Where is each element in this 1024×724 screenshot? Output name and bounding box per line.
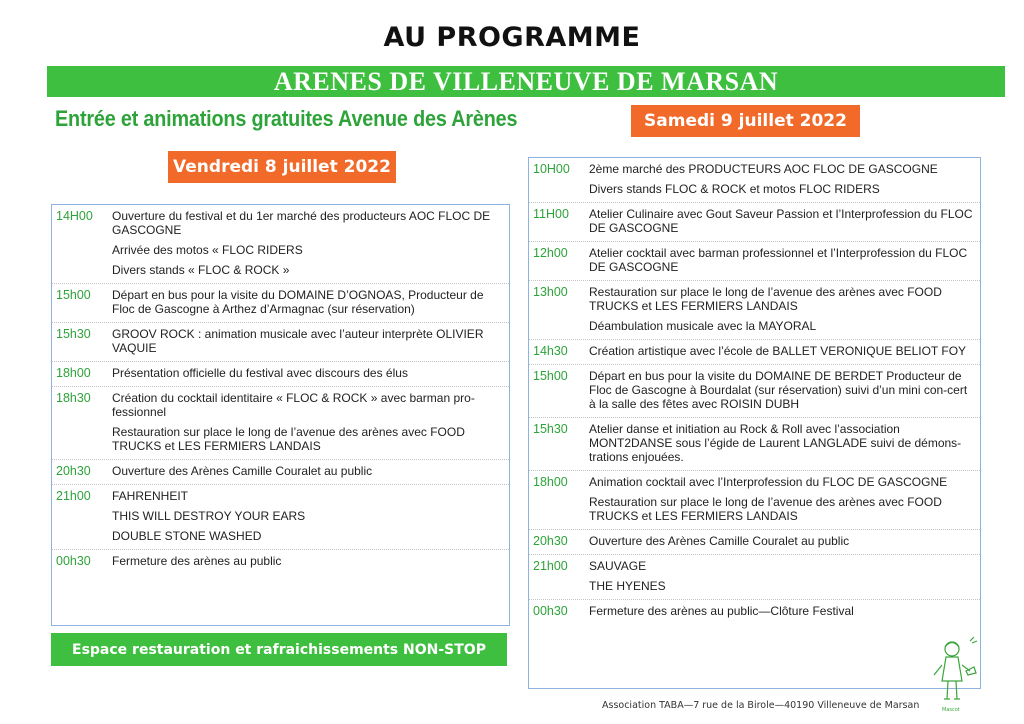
schedule-day1 xyxy=(51,204,510,626)
schedule-row xyxy=(52,550,509,574)
activity-item: Ouverture des Arènes Camille Couralet au public xyxy=(589,534,850,548)
time-label: 14h30 xyxy=(533,344,568,358)
activity-list xyxy=(589,368,980,411)
venue-banner: ARENES DE VILLENEUVE DE MARSAN xyxy=(47,66,1005,97)
time-label: 14H00 xyxy=(56,209,93,223)
time-label: 20h30 xyxy=(533,534,568,548)
time-label: 15h30 xyxy=(533,422,568,436)
schedule-row xyxy=(52,485,509,550)
activity-item: GROOV ROCK : animation musicale avec l’auteur interprète OLIVIER VAQUIE xyxy=(112,327,484,355)
activity-item: SAUVAGE xyxy=(589,559,647,573)
mascot-illustration-icon xyxy=(928,635,980,715)
time-label: 18h00 xyxy=(533,475,568,489)
day1-label: Vendredi 8 juillet 2022 xyxy=(168,151,396,183)
food-banner: Espace restauration et rafraichissements NON-STOP xyxy=(51,633,507,666)
schedule-row xyxy=(529,158,980,203)
schedule-row xyxy=(529,418,980,471)
activity-list xyxy=(112,287,509,316)
activity-item: FAHRENHEIT xyxy=(112,489,189,503)
activity-item: Départ en bus pour la visite du DOMAINE DE BERDET Producteur de Floc de Gascogne à Bourdalat (sur réservation) suivi d’un mini con-cert à la salle des fêtes avec ROISIN DUBH xyxy=(589,369,968,411)
activity-item: Atelier Culinaire avec Gout Saveur Passion et l’Interprofession du FLOC DE GASCOGNE xyxy=(589,207,973,235)
schedule-row xyxy=(52,323,509,362)
activity-list xyxy=(112,488,509,543)
activity-item: Ouverture des Arènes Camille Couralet au public xyxy=(112,464,373,478)
time-label: 21h00 xyxy=(56,489,91,503)
activity-list xyxy=(589,206,980,235)
activity-item: Présentation officielle du festival avec discours des élus xyxy=(112,366,408,380)
time-label: 15h00 xyxy=(533,369,568,383)
entry-note: Entrée et animations gratuites Avenue des Arènes xyxy=(55,106,518,131)
schedule-row xyxy=(529,471,980,530)
schedule-row xyxy=(529,242,980,281)
time-label: 18h00 xyxy=(56,366,91,380)
activity-list xyxy=(112,463,509,478)
activity-item: Atelier cocktail avec barman professionnel et l’Interprofession du FLOC DE GASCOGNE xyxy=(589,246,968,274)
time-label: 20h30 xyxy=(56,464,91,478)
time-label: 15h30 xyxy=(56,327,91,341)
activity-list xyxy=(112,553,509,568)
schedule-row xyxy=(52,460,509,485)
activity-item: Animation cocktail avec l’Interprofession du FLOC DE GASCOGNE xyxy=(589,475,948,489)
activity-item: Départ en bus pour la visite du DOMAINE D’OGNOAS, Producteur de Floc de Gascogne à Arthez d’Armagnac (sur réservation) xyxy=(112,288,484,316)
activity-list xyxy=(589,284,980,333)
activity-list xyxy=(589,421,980,464)
activity-item: Restauration sur place le long de l’avenue des arènes avec FOOD TRUCKS et LES FERMIERS LANDAIS xyxy=(112,425,465,453)
time-label: 00h30 xyxy=(56,554,91,568)
activity-item: 2ème marché des PRODUCTEURS AOC FLOC DE GASCOGNE xyxy=(589,162,938,176)
time-label: 12h00 xyxy=(533,246,568,260)
schedule-row xyxy=(52,387,509,460)
schedule-row xyxy=(529,281,980,340)
activity-list xyxy=(589,558,980,593)
activity-item: Fermeture des arènes au public—Clôture Festival xyxy=(589,604,854,618)
day2-label: Samedi 9 juillet 2022 xyxy=(631,105,860,137)
time-label: 21h00 xyxy=(533,559,568,573)
svg-text:Mascot: Mascot xyxy=(942,707,960,713)
activity-item: DOUBLE STONE WASHED xyxy=(112,529,262,543)
schedule-row xyxy=(52,362,509,387)
activity-item: Divers stands « FLOC & ROCK » xyxy=(112,263,290,277)
activity-list xyxy=(589,603,980,618)
activity-item: THE HYENES xyxy=(589,579,666,593)
schedule-row xyxy=(529,555,980,600)
activity-item: THIS WILL DESTROY YOUR EARS xyxy=(112,509,306,523)
activity-item: Restauration sur place le long de l’avenue des arènes avec FOOD TRUCKS et LES FERMIERS LANDAIS xyxy=(589,285,942,313)
activity-list xyxy=(112,365,509,380)
schedule-row xyxy=(52,284,509,323)
activity-item: Création artistique avec l’école de BALLET VERONIQUE BELIOT FOY xyxy=(589,344,967,358)
activity-list xyxy=(589,161,980,196)
activity-list xyxy=(589,343,980,358)
schedule-row xyxy=(529,365,980,418)
schedule-day2 xyxy=(528,157,981,689)
activity-list xyxy=(589,533,980,548)
page-title: AU PROGRAMME xyxy=(383,22,641,53)
time-label: 18h30 xyxy=(56,391,91,405)
activity-list xyxy=(112,390,509,453)
address-line: Association TABA—7 rue de la Birole—40190 Villeneuve de Marsan xyxy=(602,700,920,711)
activity-list xyxy=(112,208,509,277)
activity-item: Restauration sur place le long de l’avenue des arènes avec FOOD TRUCKS et LES FERMIERS LANDAIS xyxy=(589,495,942,523)
activity-item: Atelier danse et initiation au Rock & Roll avec l’association MONT2DANSE sous l’égide de Laurent LANGLADE suivi de démons-trations enjouées. xyxy=(589,422,962,464)
time-label: 11H00 xyxy=(533,207,569,221)
schedule-row xyxy=(52,205,509,284)
activity-list xyxy=(589,474,980,523)
activity-item: Arrivée des motos « FLOC RIDERS xyxy=(112,243,303,257)
activity-item: Création du cocktail identitaire « FLOC & ROCK » avec barman pro-fessionnel xyxy=(112,391,475,419)
time-label: 15h00 xyxy=(56,288,91,302)
time-label: 00h30 xyxy=(533,604,568,618)
schedule-row xyxy=(529,600,980,624)
schedule-row xyxy=(529,203,980,242)
time-label: 10H00 xyxy=(533,162,570,176)
activity-list xyxy=(589,245,980,274)
activity-item: Ouverture du festival et du 1er marché des producteurs AOC FLOC DE GASCOGNE xyxy=(112,209,491,237)
time-label: 13h00 xyxy=(533,285,568,299)
schedule-row xyxy=(529,530,980,555)
activity-item: Déambulation musicale avec la MAYORAL xyxy=(589,319,817,333)
schedule-row xyxy=(529,340,980,365)
activity-list xyxy=(112,326,509,355)
activity-item: Divers stands FLOC & ROCK et motos FLOC RIDERS xyxy=(589,182,880,196)
activity-item: Fermeture des arènes au public xyxy=(112,554,282,568)
